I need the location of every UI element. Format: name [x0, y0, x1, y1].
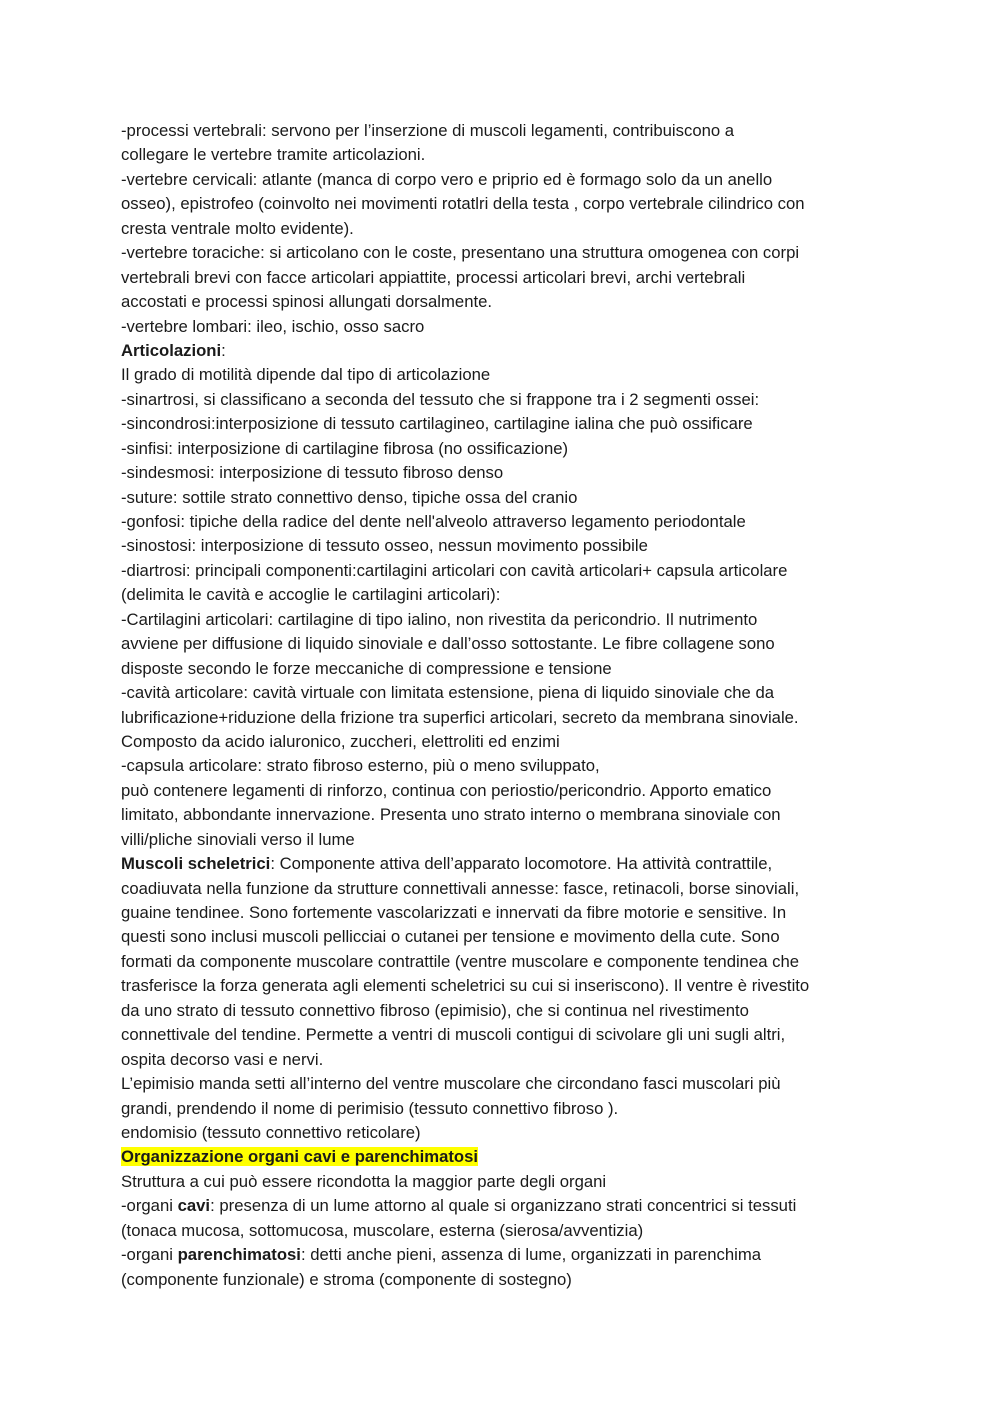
heading-colon: :	[221, 340, 226, 360]
text-line: villi/pliche sinoviali verso il lume	[121, 829, 355, 849]
text-span: : detti anche pieni, assenza di lume, organizzati in parenchima	[300, 1245, 762, 1265]
text-line: -Cartilagini articolari: cartilagine di tipo ialino, non rivestita da pericondrio. Il nutrimento	[121, 609, 758, 629]
text-line: cresta ventrale molto evidente).	[121, 218, 354, 238]
text-line: (componente funzionale) e stroma (componente di sostegno)	[121, 1269, 572, 1289]
text-line: -sinostosi: interposizione di tessuto osseo, nessun movimento possibile	[121, 536, 648, 556]
text-line: endomisio (tessuto connettivo reticolare)	[121, 1122, 421, 1142]
text-line: avviene per diffusione di liquido sinoviale e dall’osso sottostante. Le fibre collagene sono	[121, 634, 775, 654]
bold-term-cavi: cavi	[177, 1196, 211, 1216]
section-heading-organi	[121, 1145, 891, 1169]
text-line: da uno strato di tessuto connettivo fibroso (epimisio), che si continua nel rivestimento	[121, 1000, 749, 1020]
text-line: Il grado di motilità dipende dal tipo di articolazione	[121, 365, 491, 385]
text-line: -sinartrosi, si classificano a seconda del tessuto che si frappone tra i 2 segmenti ossei:	[121, 389, 760, 409]
text-line: -vertebre cervicali: atlante (manca di corpo vero e priprio ed è formago solo da un anello	[121, 169, 773, 189]
text-line: -vertebre toraciche: si articolano con le coste, presentano una struttura omogenea con corpi	[121, 243, 800, 263]
text-span: -organi	[121, 1245, 178, 1265]
text-line: può contenere legamenti di rinforzo, continua con periostio/pericondrio. Apporto ematico	[121, 780, 772, 800]
text-line: connettivale del tendine. Permette a ventri di muscoli contigui di scivolare gli uni sugli altri,	[121, 1025, 786, 1045]
text-line: -sincondrosi:interposizione di tessuto cartilagineo, cartilagine ialina che può ossificare	[121, 414, 753, 434]
text-line: collegare le vertebre tramite articolazioni.	[121, 145, 426, 165]
text-line: accostati e processi spinosi allungati dorsalmente.	[121, 292, 493, 312]
text-line: formati da componente muscolare contrattile (ventre muscolare e componente tendinea che	[121, 951, 800, 971]
text-line: -vertebre lombari: ileo, ischio, osso sacro	[121, 316, 425, 336]
text-line: -capsula articolare: strato fibroso esterno, più o meno sviluppato,	[121, 756, 600, 776]
text-line: osseo), epistrofeo (coinvolto nei movimenti rotatlri della testa , corpo vertebrale cilindrico con	[121, 194, 805, 214]
text-line: disposte secondo le forze meccaniche di compressione e tensione	[121, 658, 612, 678]
text-line-organi-parenchimatosi	[121, 1243, 891, 1267]
text-line: L’epimisio manda setti all’interno del ventre muscolare che circondano fasci muscolari più	[121, 1074, 781, 1094]
text-line: lubrificazione+riduzione della frizione tra superfici articolari, secreto da membrana sinoviale.	[121, 707, 799, 727]
text-line: -diartrosi: principali componenti:cartilagini articolari con cavità articolari+ capsula articolare	[121, 560, 788, 580]
document-page	[121, 119, 891, 1292]
text-line: (delimita le cavità e accoglie le cartilagini articolari):	[121, 585, 501, 605]
text-line: questi sono inclusi muscoli pellicciai o cutanei per tensione e movimento della cute. Sono	[121, 927, 780, 947]
section-heading-articolazioni	[121, 339, 891, 363]
text-line: -processi vertebrali: servono per l’inserzione di muscoli legamenti, contribuiscono a	[121, 121, 735, 140]
text-span: -organi	[121, 1196, 178, 1216]
text-line: (tonaca mucosa, sottomucosa, muscolare, esterna (sierosa/avventizia)	[121, 1220, 644, 1240]
text-line: vertebrali brevi con facce articolari appiattite, processi articolari brevi, archi vertebrali	[121, 267, 746, 287]
text-line: Struttura a cui può essere ricondotta la maggior parte degli organi	[121, 1171, 607, 1191]
heading-text: Articolazioni	[121, 340, 222, 360]
heading-text: Muscoli scheletrici	[121, 854, 271, 874]
text-line: -cavità articolare: cavità virtuale con limitata estensione, piena di liquido sinoviale che da	[121, 683, 775, 703]
text-line: -sinfisi: interposizione di cartilagine fibrosa (no ossificazione)	[121, 438, 569, 458]
section-heading-muscoli	[121, 852, 891, 876]
text-line: -gonfosi: tipiche della radice del dente nell'alveolo attraverso legamento periodontale	[121, 512, 746, 531]
text-line: trasferisce la forza generata agli elementi scheletrici su cui si inseriscono). Il ventre è rivestito	[121, 976, 810, 996]
text-span: : presenza di un lume attorno al quale si organizzano strati concentrici si tessuti	[210, 1196, 797, 1216]
text-line-organi-cavi	[121, 1194, 891, 1218]
text-line: coadiuvata nella funzione da strutture connettivali annesse: fasce, retinacoli, borse sinoviali,	[121, 878, 800, 898]
heading-continuation: : Componente attiva dell’apparato locomotore. Ha attività contrattile,	[270, 854, 773, 874]
text-line: limitato, abbondante innervazione. Presenta uno strato interno o membrana sinoviale con	[121, 805, 781, 825]
text-line: Composto da acido ialuronico, zuccheri, elettroliti ed enzimi	[121, 731, 560, 751]
highlighted-heading: Organizzazione organi cavi e parenchimatosi	[121, 1147, 479, 1167]
text-line: ospita decorso vasi e nervi.	[121, 1049, 324, 1069]
text-line: grandi, prendendo il nome di perimisio (tessuto connettivo fibroso ).	[121, 1098, 619, 1118]
bold-term-parenchimatosi: parenchimatosi	[177, 1245, 301, 1265]
text-line: -suture: sottile strato connettivo denso, tipiche ossa del cranio	[121, 487, 578, 507]
text-line: -sindesmosi: interposizione di tessuto fibroso denso	[121, 463, 504, 483]
text-line: guaine tendinee. Sono fortemente vascolarizzati e innervati da fibre motorie e sensitive. In	[121, 903, 787, 922]
